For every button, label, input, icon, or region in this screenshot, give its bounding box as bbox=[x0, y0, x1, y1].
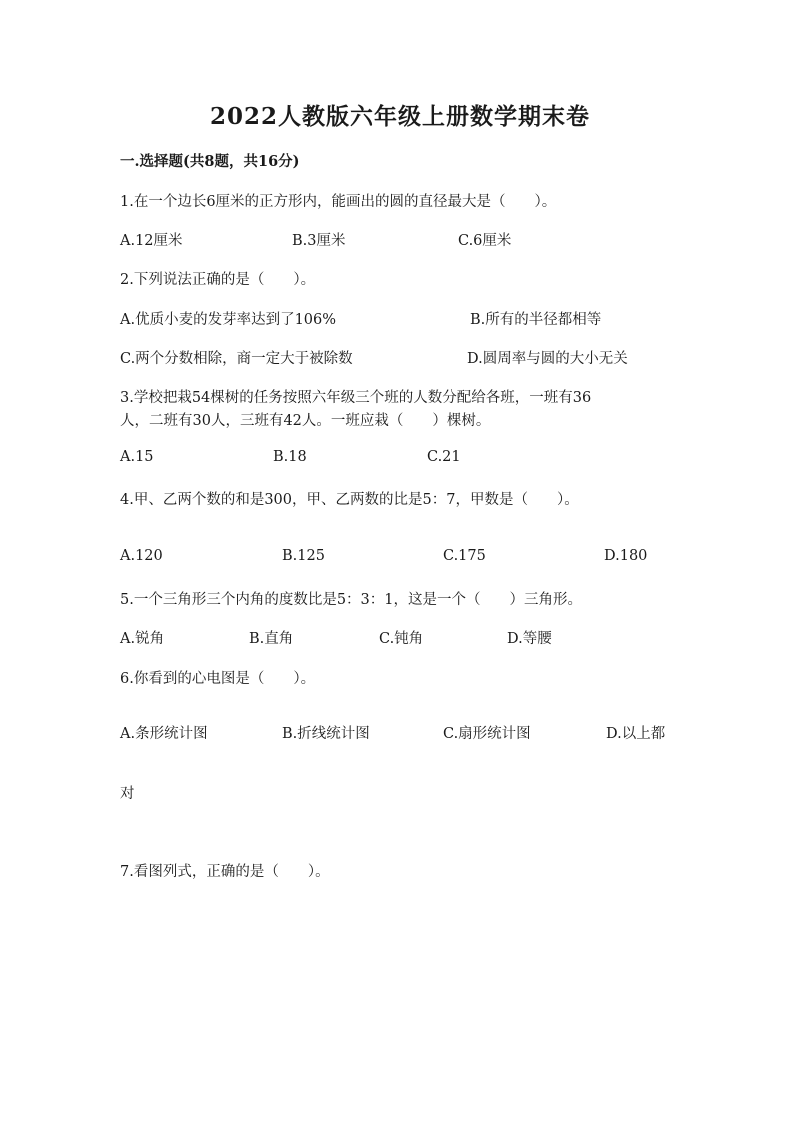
section-heading: 一.选择题(共8题，共16分) bbox=[120, 153, 300, 170]
question-5-option-d[interactable]: D.等腰 bbox=[507, 631, 552, 647]
question-2-option-d[interactable]: D.圆周率与圆的大小无关 bbox=[467, 351, 628, 367]
question-6-option-a[interactable]: A.条形统计图 bbox=[120, 726, 208, 742]
exam-title: 2022人教版六年级上册数学期末卷 bbox=[209, 103, 590, 130]
question-4-stem: 4.甲、乙两个数的和是300，甲、乙两数的比是5：7，甲数是（ ）。 bbox=[120, 492, 579, 508]
question-5-stem: 5.一个三角形三个内角的度数比是5：3：1，这是一个（ ）三角形。 bbox=[120, 592, 583, 608]
question-3-option-c[interactable]: C.21 bbox=[427, 449, 461, 465]
question-1-option-b[interactable]: B.3厘米 bbox=[292, 233, 346, 249]
question-6-option-d[interactable]: D.以上都 bbox=[606, 726, 666, 742]
question-1-stem: 1.在一个边长6厘米的正方形内，能画出的圆的直径最大是（ ）。 bbox=[120, 194, 557, 210]
question-6-option-d-continuation: 对 bbox=[120, 786, 135, 802]
question-4-option-d[interactable]: D.180 bbox=[604, 548, 648, 564]
question-2-stem: 2.下列说法正确的是（ ）。 bbox=[120, 272, 316, 288]
question-4-option-c[interactable]: C.175 bbox=[443, 548, 486, 564]
question-5-option-c[interactable]: C.钝角 bbox=[379, 631, 424, 647]
question-4-option-a[interactable]: A.120 bbox=[120, 548, 163, 564]
question-3-stem-line-2: 人，二班有30人，三班有42人。一班应栽（ ）棵树。 bbox=[120, 413, 491, 429]
question-6-option-b[interactable]: B.折线统计图 bbox=[282, 726, 370, 742]
question-3-option-b[interactable]: B.18 bbox=[273, 449, 307, 465]
question-5-option-a[interactable]: A.锐角 bbox=[120, 631, 165, 647]
question-2-option-b[interactable]: B.所有的半径都相等 bbox=[470, 312, 602, 328]
question-3-option-a[interactable]: A.15 bbox=[120, 449, 154, 465]
question-7-stem: 7.看图列式，正确的是（ ）。 bbox=[120, 864, 330, 880]
question-1-option-a[interactable]: A.12厘米 bbox=[120, 233, 183, 249]
question-6-option-c[interactable]: C.扇形统计图 bbox=[443, 726, 531, 742]
question-2-option-c[interactable]: C.两个分数相除，商一定大于被除数 bbox=[120, 351, 353, 367]
question-1-option-c[interactable]: C.6厘米 bbox=[458, 233, 512, 249]
question-5-option-b[interactable]: B.直角 bbox=[249, 631, 294, 647]
question-2-option-a[interactable]: A.优质小麦的发芽率达到了106% bbox=[120, 312, 337, 328]
question-3-stem-line-1: 3.学校把栽54棵树的任务按照六年级三个班的人数分配给各班，一班有36 bbox=[120, 390, 592, 406]
question-4-option-b[interactable]: B.125 bbox=[282, 548, 325, 564]
question-6-stem: 6.你看到的心电图是（ ）。 bbox=[120, 671, 316, 687]
